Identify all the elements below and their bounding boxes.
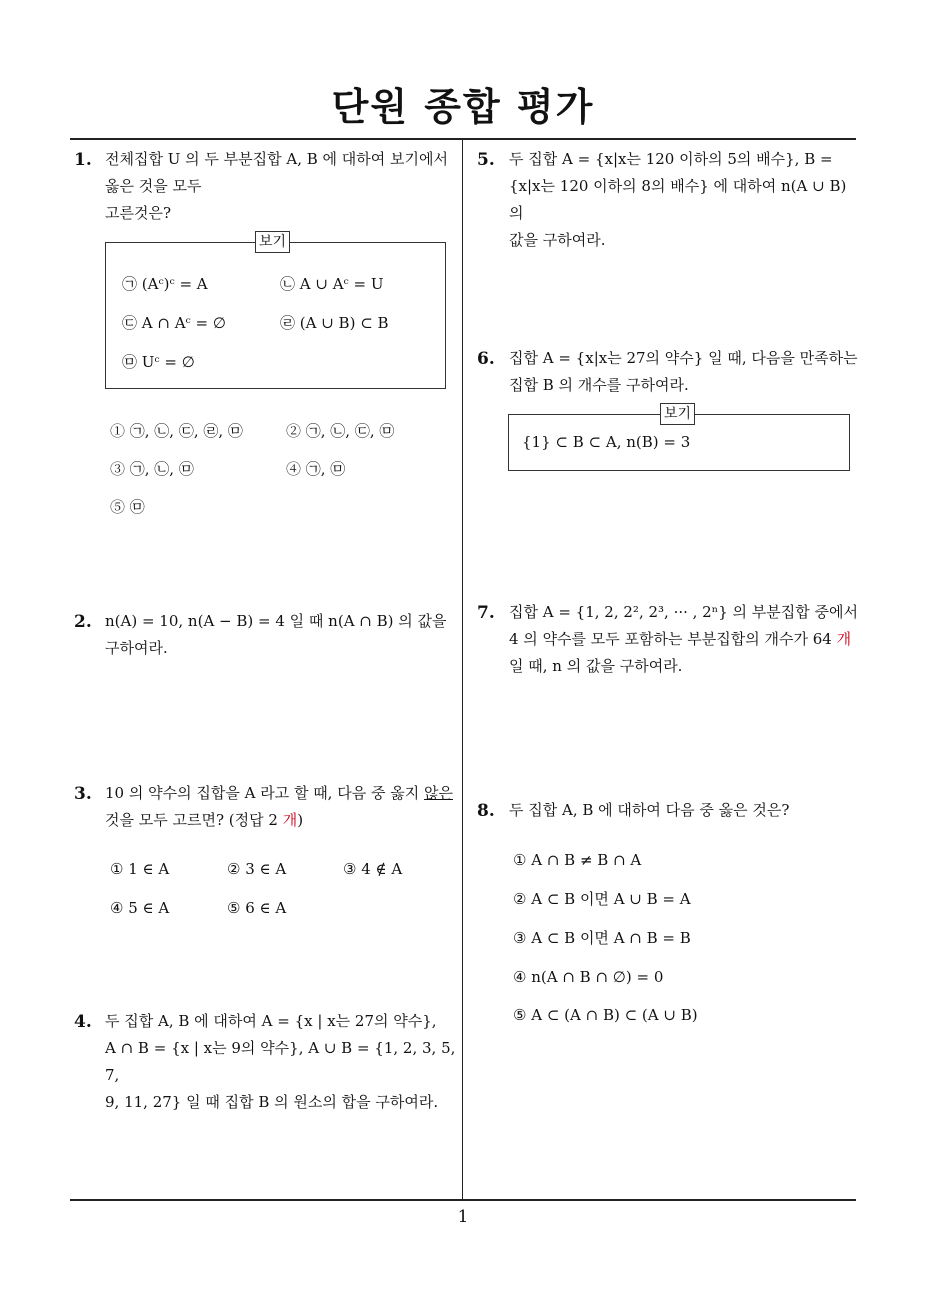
question-line: 두 집합 A, B 에 대하여 A = {x | x는 27의 약수},	[105, 1012, 437, 1030]
statement-1: ㉠ (Aᶜ)ᶜ = A	[122, 275, 208, 293]
question-number: 4.	[74, 1012, 92, 1032]
bogi-title: 보기	[255, 231, 290, 253]
choice-2[interactable]: ② A ⊂ B 이면 A ∪ B = A	[513, 890, 691, 908]
choice-4[interactable]: ④ ㉠, ㉤	[286, 460, 346, 478]
choice-2[interactable]: ② 3 ∈ A	[227, 860, 287, 878]
question-text-segment: 것을 모두 고르면? (정답 2	[105, 811, 283, 829]
column-divider	[462, 139, 463, 1200]
question-text	[509, 797, 859, 824]
bogi-title: 보기	[660, 403, 695, 425]
choice-3[interactable]: ③ ㉠, ㉡, ㉤	[110, 460, 194, 478]
question-line	[105, 807, 457, 834]
question-line: 두 집합 A = {x|x는 120 이하의 5의 배수}, B =	[509, 150, 833, 168]
question-text	[105, 146, 457, 227]
statement-2: ㉡ A ∪ Aᶜ = U	[280, 275, 384, 293]
statement-3: ㉢ A ∩ Aᶜ = ∅	[122, 314, 226, 332]
question-line: 집합 A = {1, 2, 2², 2³, ··· , 2ⁿ} 의 부분집합 중에서	[509, 603, 858, 621]
red-word: 개	[836, 630, 852, 648]
question-line: 집합 A = {x|x는 27의 약수} 일 때, 다음을 만족하는	[509, 349, 858, 367]
choice-3[interactable]: ③ 4 ∉ A	[343, 860, 403, 878]
question-line	[105, 780, 457, 807]
choice-5[interactable]: ⑤ A ⊂ (A ∩ B) ⊂ (A ∪ B)	[513, 1006, 698, 1024]
question-line: 값을 구하여라.	[509, 231, 606, 249]
choice-1[interactable]: ① 1 ∈ A	[110, 860, 170, 878]
choice-1[interactable]: ① ㉠, ㉡, ㉢, ㉣, ㉤	[110, 422, 243, 440]
question-number: 7.	[477, 603, 495, 623]
choice-2[interactable]: ② ㉠, ㉡, ㉢, ㉤	[286, 422, 395, 440]
statement-4: ㉣ (A ∪ B) ⊂ B	[280, 314, 389, 332]
question-text	[105, 1008, 457, 1116]
red-word: 개	[282, 811, 298, 829]
question-text	[509, 345, 859, 399]
question-line: n(A) = 10, n(A − B) = 4 일 때 n(A ∩ B) 의 값을	[105, 612, 447, 630]
choice-3[interactable]: ③ A ⊂ B 이면 A ∩ B = B	[513, 929, 691, 947]
choice-1[interactable]: ① A ∩ B ≠ B ∩ A	[513, 851, 642, 869]
question-number: 8.	[477, 801, 495, 821]
question-line: 집합 B 의 개수를 구하여라.	[509, 376, 689, 394]
question-line: 옳은 것을 모두	[105, 177, 202, 195]
choice-4[interactable]: ④ n(A ∩ B ∩ ∅) = 0	[513, 968, 664, 986]
question-line	[509, 626, 859, 653]
bottom-rule	[70, 1199, 856, 1201]
question-line: 전체집합 U 의 두 부분집합 A, B 에 대하여 보기에서	[105, 150, 448, 168]
question-text	[509, 146, 859, 254]
question-number: 3.	[74, 784, 92, 804]
page-title: 단원 종합 평가	[331, 85, 595, 129]
question-line: 두 집합 A, B 에 대하여 다음 중 옳은 것은?	[509, 801, 790, 819]
question-line: 고른것은?	[105, 204, 172, 222]
question-text	[105, 608, 457, 662]
question-number: 6.	[477, 349, 495, 369]
question-line: A ∩ B = {x | x는 9의 약수}, A ∪ B = {1, 2, 3, 5, 7,	[105, 1039, 456, 1084]
question-text	[509, 599, 859, 680]
question-line: 9, 11, 27} 일 때 집합 B 의 원소의 합을 구하여라.	[105, 1093, 439, 1111]
question-text-segment: 10 의 약수의 집합을 A 라고 할 때, 다음 중 옳지	[105, 784, 424, 802]
question-number: 2.	[74, 612, 92, 632]
underlined-word: 않은	[423, 784, 453, 802]
question-text-segment: )	[297, 811, 304, 829]
choice-5[interactable]: ⑤ 6 ∈ A	[227, 899, 287, 917]
question-line: 일 때, n 의 값을 구하여라.	[509, 657, 683, 675]
question-number: 1.	[74, 150, 92, 170]
question-line: {x|x는 120 이하의 8의 배수} 에 대하여 n(A ∪ B) 의	[509, 177, 847, 222]
question-text-segment: 4 의 약수를 모두 포함하는 부분집합의 개수가 64	[509, 630, 837, 648]
question-text	[105, 780, 457, 834]
page-number: 1	[457, 1207, 469, 1227]
bogi-content: {1} ⊂ B ⊂ A, n(B) = 3	[522, 433, 691, 451]
statement-5: ㉤ Uᶜ = ∅	[122, 353, 195, 371]
question-number: 5.	[477, 150, 495, 170]
choice-4[interactable]: ④ 5 ∈ A	[110, 899, 170, 917]
question-line: 구하여라.	[105, 639, 168, 657]
choice-5[interactable]: ⑤ ㉤	[110, 498, 145, 516]
